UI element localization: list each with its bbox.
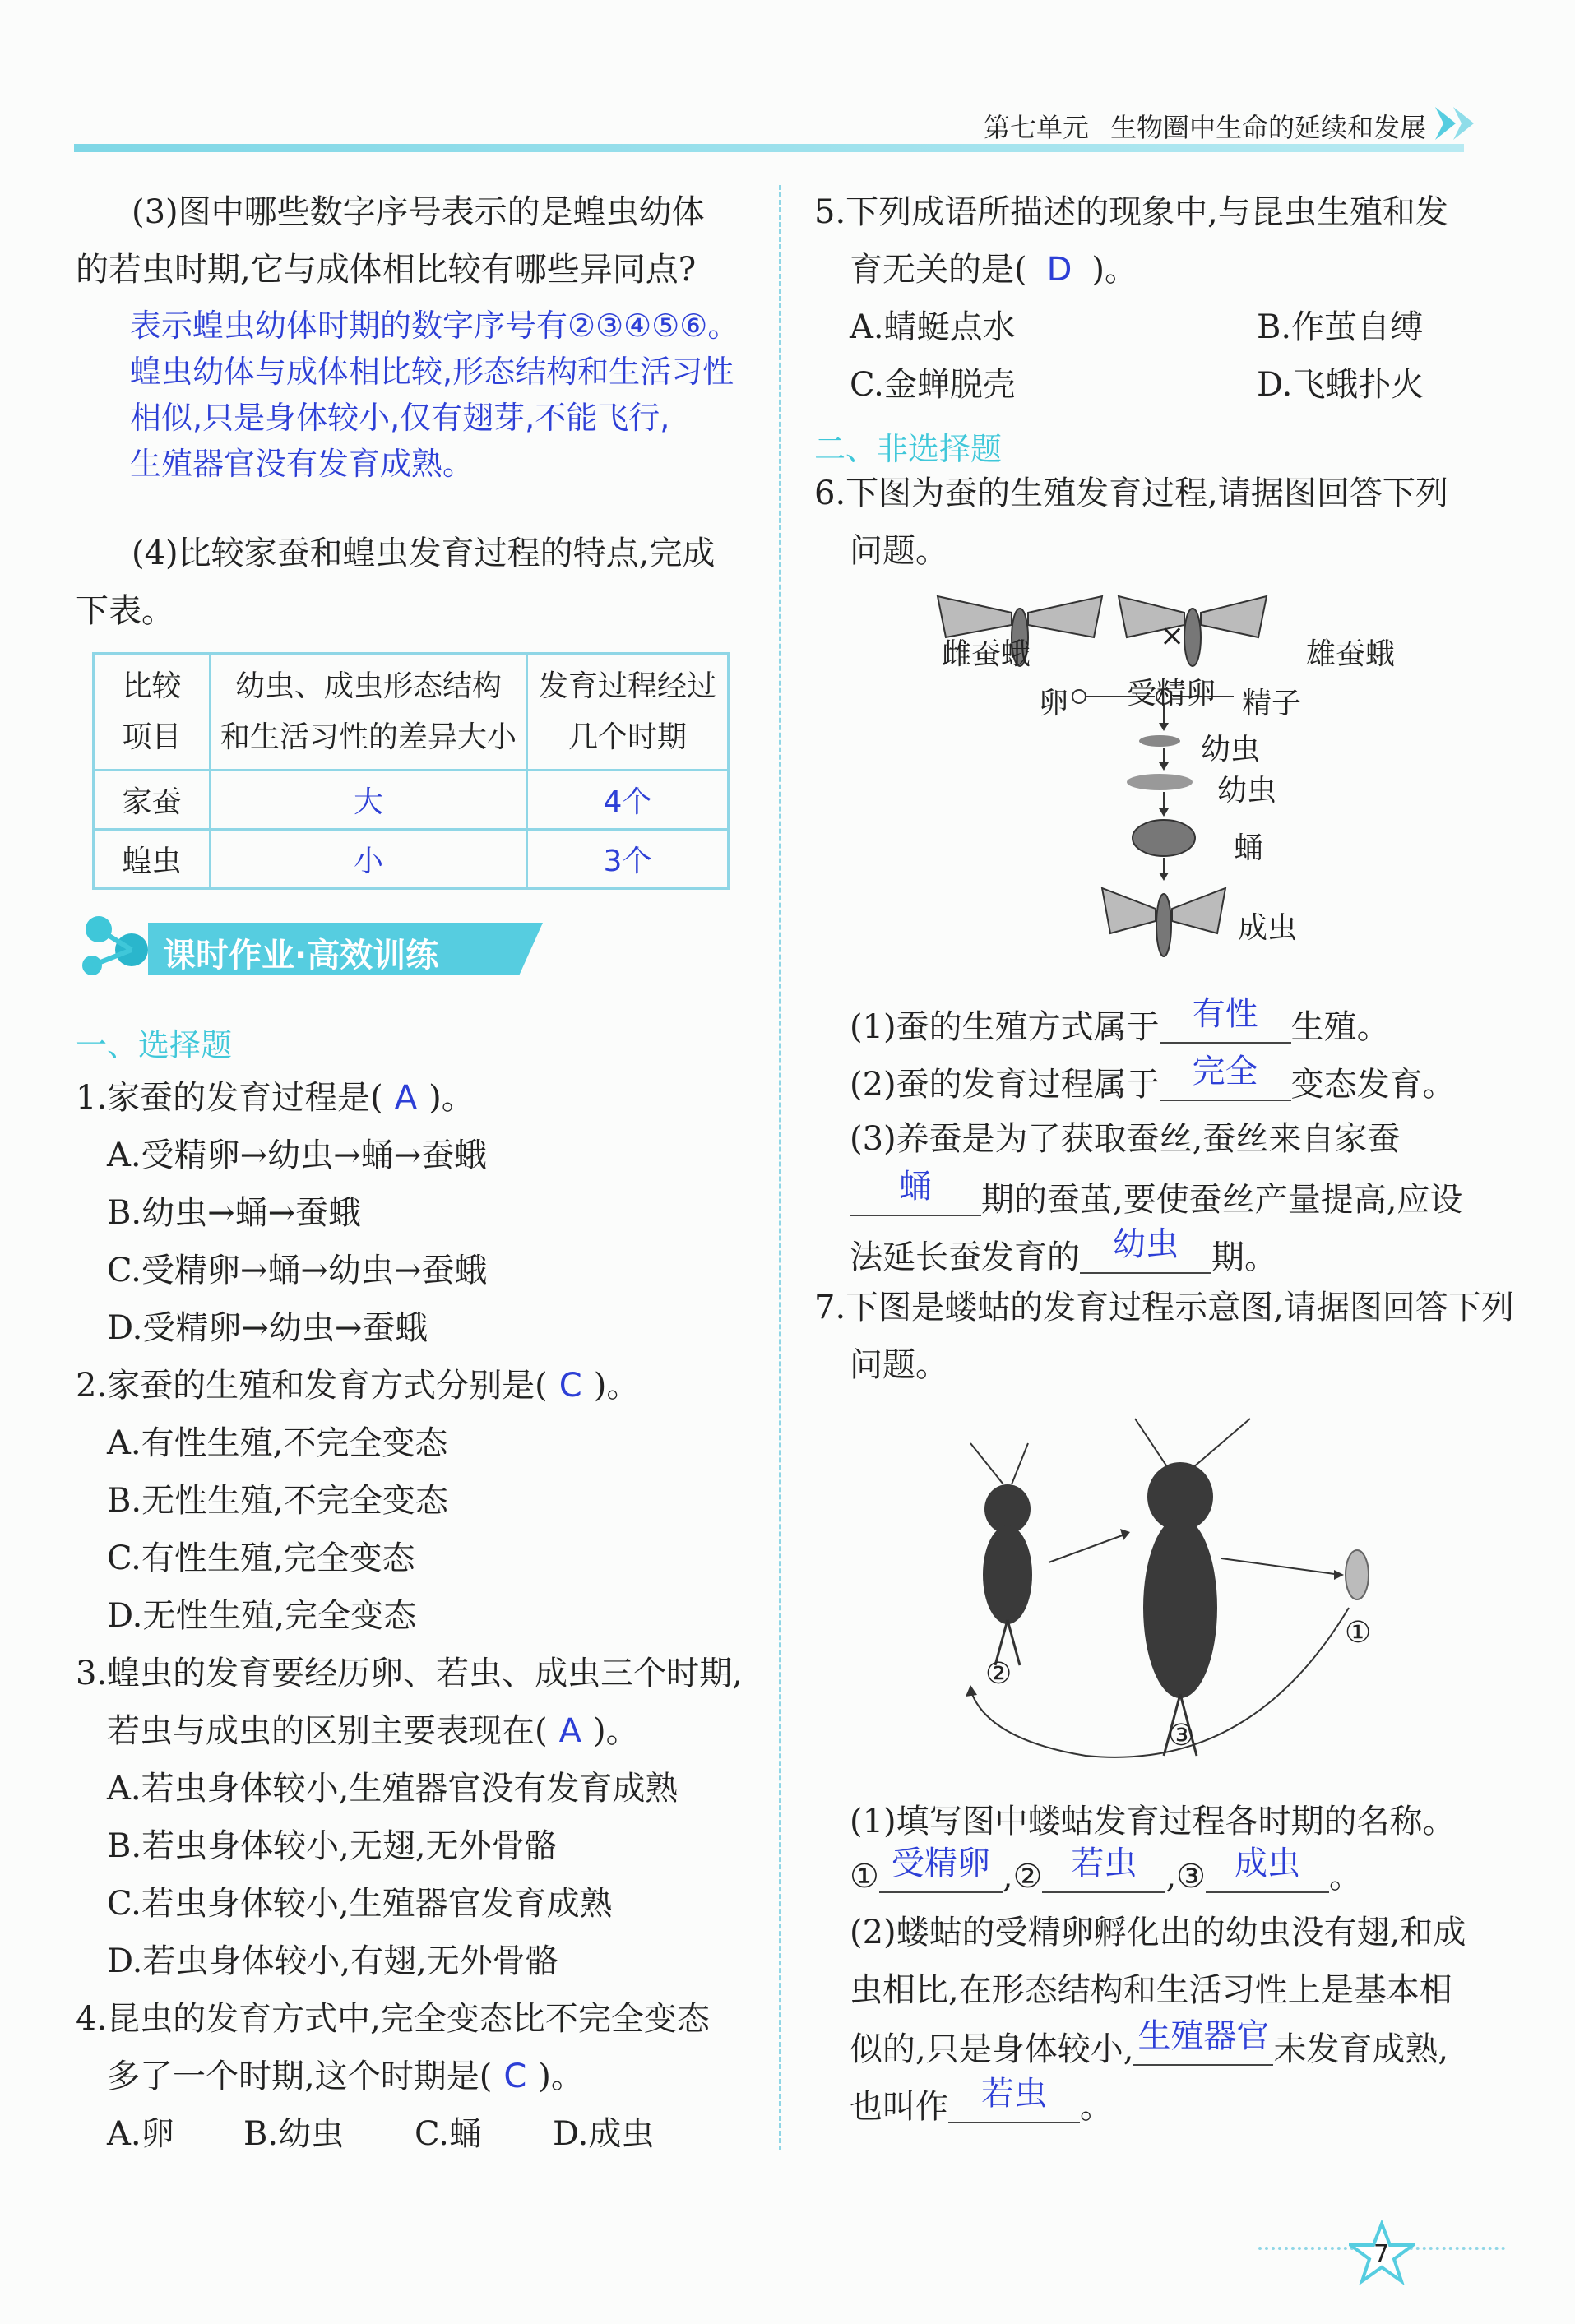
label-larva-2: 幼虫 <box>1217 774 1277 808</box>
q5-option: D.飞蛾扑火 <box>1257 366 1424 404</box>
q7-part2-line4: 也叫作 若虫 。 <box>850 2075 1113 2126</box>
label-cross: × <box>1160 619 1185 653</box>
comparison-table <box>92 652 730 890</box>
label-larva-1: 幼虫 <box>1201 733 1261 766</box>
q7-part1-blanks: ① 受精卵 ,② 若虫 ,③ 成虫 。 <box>850 1845 1363 1896</box>
q7-part2-line1: (2)蝼蛄的受精卵孵化出的幼虫没有翅,和成 <box>850 1914 1466 1951</box>
q3-text-line1: (3)图中哪些数字序号表示的是蝗虫幼体 <box>132 193 705 231</box>
label-adult: 成虫 <box>1238 911 1298 945</box>
q4-option: B.幼虫 <box>243 2115 345 2153</box>
q1-option: A.受精卵→幼虫→蛹→蚕蛾 <box>107 1137 488 1174</box>
q5-option: C.金蝉脱壳 <box>850 366 1016 404</box>
table-cell-answer: 4个 <box>527 771 729 830</box>
page-number: 7 <box>1373 2240 1390 2269</box>
banner-text: 课时作业·高效训练 <box>163 937 439 975</box>
larva-small-icon <box>1139 735 1180 747</box>
q1-option: B.幼虫→蛹→蚕蛾 <box>107 1194 362 1232</box>
q1-stem: 1.家蚕的发育过程是( A )。 <box>76 1079 475 1117</box>
cricket-label-3: ③ <box>1168 1719 1195 1752</box>
egg-icon <box>1072 690 1086 703</box>
silkworm-life-cycle-figure <box>921 588 1431 975</box>
page-footer <box>1258 2220 1505 2286</box>
column-divider <box>779 185 781 2150</box>
cricket-label-2: ② <box>985 1657 1012 1691</box>
q3-stem-line2: 若虫与成虫的区别主要表现在( A )。 <box>107 1712 639 1750</box>
label-sperm: 精子 <box>1242 687 1302 720</box>
q3-option: D.若虫身体较小,有翅,无外骨骼 <box>107 1942 558 1980</box>
q2-answer: C <box>558 1367 582 1405</box>
q6-part2: (2)蚕的发育过程属于 完全 变态发育。 <box>850 1053 1456 1104</box>
q4-stem-line2: 多了一个时期,这个时期是( C )。 <box>107 2058 584 2095</box>
q6-part3-line1: (3)养蚕是为了获取蚕丝,蚕丝来自家蚕 <box>850 1120 1401 1158</box>
header <box>0 0 1575 164</box>
q4-answer: C <box>503 2058 527 2095</box>
q4-option: C.蛹 <box>415 2115 482 2153</box>
q7-part1: (1)填写图中蝼蛄发育过程各时期的名称。 <box>850 1803 1456 1840</box>
q4-text-line1: (4)比较家蚕和蝗虫发育过程的特点,完成 <box>132 535 716 572</box>
table-cell-answer: 小 <box>211 830 527 889</box>
q3-stem-line1: 3.蝗虫的发育要经历卵、若虫、成虫三个时期, <box>76 1655 743 1692</box>
q5-option: B.作茧自缚 <box>1257 308 1424 346</box>
q3-answer-line: 蝗虫幼体与成体相比较,形态结构和生活习性 <box>130 354 734 390</box>
section-title-choice: 一、选择题 <box>76 1027 233 1063</box>
q6-stem-line2: 问题。 <box>850 532 948 570</box>
male-moth-icon <box>1119 596 1267 666</box>
label-pupa: 蛹 <box>1234 831 1264 865</box>
mole-cricket-life-cycle-figure <box>938 1410 1398 1772</box>
q2-option: D.无性生殖,完全变态 <box>107 1597 417 1635</box>
q2-stem: 2.家蚕的生殖和发育方式分别是( C )。 <box>76 1367 640 1405</box>
q2-option: C.有性生殖,完全变态 <box>107 1539 415 1577</box>
pupa-icon <box>1133 820 1195 856</box>
table-header-diff: 幼虫、成虫形态结构 和生活习性的差异大小 <box>211 654 527 771</box>
table-cell: 蝗虫 <box>94 830 211 889</box>
q6-part3-line2: 蛹 期的蚕茧,要使蚕丝产量提高,应设 <box>850 1180 1462 1216</box>
section-banner <box>74 905 551 987</box>
q3-option: A.若虫身体较小,生殖器官没有发育成熟 <box>107 1770 679 1808</box>
cricket-label-1: ① <box>1345 1616 1372 1650</box>
table-cell-answer: 3个 <box>527 830 729 889</box>
q6-part3-line3: 法延长蚕发育的 幼虫 期。 <box>850 1225 1277 1276</box>
label-female: 雌蚕蛾 <box>942 637 1031 671</box>
header-rule <box>74 144 1464 152</box>
q4-text-line2: 下表。 <box>76 592 174 630</box>
q4-stem-line1: 4.昆虫的发育方式中,完全变态比不完全变态 <box>76 2000 710 2038</box>
q7-stem-line2: 问题。 <box>850 1346 948 1384</box>
adult-cricket-icon <box>1135 1419 1250 1756</box>
table-cell-answer: 大 <box>211 771 527 830</box>
header-arrow-icon <box>1427 99 1493 148</box>
table-row <box>94 771 729 830</box>
header-title: 生物圈中生命的延续和发展 <box>1110 112 1427 143</box>
q3-answer: A <box>558 1712 581 1750</box>
label-male: 雄蚕蛾 <box>1306 637 1396 671</box>
q5-stem-line1: 5.下列成语所描述的现象中,与昆虫生殖和发 <box>814 193 1448 231</box>
q3-option: C.若虫身体较小,生殖器官发育成熟 <box>107 1885 613 1923</box>
q6-stem-line1: 6.下图为蚕的生殖发育过程,请据图回答下列 <box>814 475 1448 512</box>
q3-answer-line: 相似,只是身体较小,仅有翅芽,不能飞行, <box>130 400 670 436</box>
label-fertilized-egg: 受精卵 <box>1127 677 1216 711</box>
q5-option: A.蜻蜓点水 <box>850 308 1016 346</box>
section-title-nonchoice: 二、非选择题 <box>814 431 1003 467</box>
q4-option: A.卵 <box>107 2115 174 2153</box>
table-header-item: 比较 项目 <box>94 654 211 771</box>
label-egg: 卵 <box>1039 687 1069 720</box>
adult-moth-icon <box>1102 888 1225 956</box>
q5-stem-line2: 育无关的是( D )。 <box>850 251 1138 289</box>
q7-part2-line2: 虫相比,在形态结构和生活习性上是基本相 <box>850 1971 1452 2009</box>
table-row <box>94 830 729 889</box>
q3-text-line2: 的若虫时期,它与成体相比较有哪些异同点? <box>76 251 697 289</box>
q1-option: D.受精卵→幼虫→蚕蛾 <box>107 1309 428 1347</box>
q3-option: B.若虫身体较小,无翅,无外骨骼 <box>107 1827 558 1865</box>
q6-part1: (1)蚕的生殖方式属于 有性 生殖。 <box>850 995 1390 1046</box>
q1-answer: A <box>394 1079 418 1117</box>
nymph-icon <box>970 1443 1032 1665</box>
larva-large-icon <box>1127 774 1193 790</box>
mole-cricket-diagram <box>938 1410 1398 1772</box>
q7-stem-line1: 7.下图是蝼蛄的发育过程示意图,请据图回答下列 <box>814 1289 1514 1326</box>
egg-icon <box>1346 1550 1369 1599</box>
q5-answer: D <box>1046 251 1072 289</box>
q3-answer <box>130 303 739 487</box>
q3-answer-line: 生殖器官没有发育成熟。 <box>130 446 475 482</box>
table-header-stages: 发育过程经过 几个时期 <box>527 654 729 771</box>
q4-option: D.成虫 <box>553 2115 655 2153</box>
q2-option: A.有性生殖,不完全变态 <box>107 1424 448 1462</box>
q2-option: B.无性生殖,不完全变态 <box>107 1482 448 1520</box>
q1-option: C.受精卵→蛹→幼虫→蚕蛾 <box>107 1252 488 1289</box>
q7-part2-line3: 似的,只是身体较小, 生殖器官 未发育成熟, <box>850 2017 1449 2068</box>
header-unit: 第七单元 <box>984 112 1090 143</box>
table-cell: 家蚕 <box>94 771 211 830</box>
q3-answer-line: 表示蝗虫幼体时期的数字序号有②③④⑤⑥。 <box>130 308 739 344</box>
